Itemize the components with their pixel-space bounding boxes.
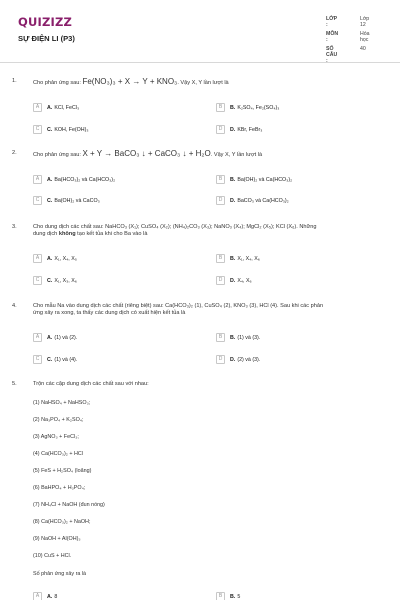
reaction-line-6: (6) BaHPO₄ + H₃PO₄; [33, 485, 86, 491]
option-text: (1) và (4). [54, 356, 78, 363]
option-letter-box: A [33, 592, 42, 600]
option-letter-box: B [216, 333, 225, 342]
option-1a[interactable] [33, 103, 79, 112]
option-1d[interactable] [216, 125, 262, 134]
question-number: 1. [12, 78, 17, 84]
option-1b[interactable] [216, 103, 279, 112]
reaction-line-3: (3) AgNO₃ + FeCl₃; [33, 434, 79, 440]
reaction-line-1: (1) NaHSO₄ + NaHSO₃; [33, 400, 91, 406]
question-number: 5. [12, 381, 17, 387]
meta-count-value: 40 [360, 46, 366, 52]
reaction-line-9: (9) NaOH + Al(OH)₃ [33, 536, 81, 542]
meta-class-label: LỚP : [326, 16, 337, 28]
question-number: 4. [12, 303, 17, 309]
option-letter: A. [47, 176, 53, 183]
option-letter-box: C [33, 276, 42, 285]
question-text-pre: Cho phản ứng sau: [33, 80, 83, 86]
option-letter: D. [230, 197, 236, 204]
option-4a[interactable] [33, 333, 77, 342]
option-text: Ba(HCO₃)₂ và Ca(HCO₃)₂ [54, 176, 116, 183]
option-letter: D. [230, 356, 236, 363]
question-text [33, 224, 383, 239]
meta-count-label: SỐ CÂU : [326, 46, 338, 64]
option-letter: C. [47, 277, 53, 284]
option-letter-box: A [33, 254, 42, 263]
option-3a[interactable] [33, 254, 77, 263]
option-letter-box: D [216, 355, 225, 364]
option-2c[interactable] [33, 196, 100, 205]
question-text-line-2-post: tạo kết tủa khi cho Ba vào là [75, 231, 148, 238]
option-letter-box: C [33, 196, 42, 205]
question-number: 3. [12, 224, 17, 230]
option-letter-box: B [216, 103, 225, 112]
option-3d[interactable] [216, 276, 252, 285]
option-text: BaCO₃ và Ca(HCO₃)₂ [237, 197, 289, 204]
option-letter: B. [230, 255, 236, 262]
question-equation: Fe(NO₃)₃ + X → Y + KNO₃ [82, 77, 178, 86]
option-letter: D. [230, 126, 236, 133]
question-equation: X + Y → BaCO₃ ↓ + CaCO₃ ↓ + H₂O [82, 149, 211, 158]
option-letter: B. [230, 176, 236, 183]
option-text: 5 [237, 593, 241, 600]
reaction-line-8: (8) Ca(HCO₃)₂ + NaOH; [33, 519, 91, 525]
option-2b[interactable] [216, 175, 292, 184]
option-letter-box: D [216, 196, 225, 205]
option-letter: B. [230, 593, 236, 600]
question-number: 2. [12, 150, 17, 156]
option-text: (2) và (3). [237, 356, 261, 363]
option-letter: C. [47, 197, 53, 204]
option-text: X₁, X₄, X₅ [54, 255, 77, 262]
option-text: 8 [54, 593, 58, 600]
question-text-line-1: Cho mẫu Na vào dung dịch các chất (riêng biệt) sau: Ca(HCO₃)₂ (1), CuSO₄ (2), KNO₃ (3), HCl (4). Sau khi các phản [33, 303, 324, 309]
option-text: KOH, Fe(OH)₃ [54, 126, 89, 133]
option-letter-box: B [216, 254, 225, 263]
option-3c[interactable] [33, 276, 77, 285]
option-letter: C. [47, 126, 53, 133]
option-letter-box: D [216, 125, 225, 134]
option-1c[interactable] [33, 125, 89, 134]
question-text-line-1: Cho dung dịch các chất sau: NaHCO₃ (X₁); CuSO₄ (X₂); (NH₄)₂CO₃ (X₃); NaNO₃ (X₄); MgCl₂ (X₅); KCl (X₆). Những [33, 224, 317, 230]
option-letter-box: C [33, 355, 42, 364]
option-2d[interactable] [216, 196, 289, 205]
option-letter-box: A [33, 175, 42, 184]
question-text-post: . Vậy X, Y lần lượt là [177, 80, 229, 86]
option-2a[interactable] [33, 175, 115, 184]
option-text: (1) và (3). [237, 334, 261, 341]
option-5b[interactable] [216, 592, 240, 600]
question-text-line-2: ứng xảy ra xong, ta thấy các dung dịch có xuất hiện kết tủa là [33, 310, 186, 317]
reaction-line-5: (5) FeS + H₂SO₄ (loãng) [33, 468, 92, 474]
option-letter: A. [47, 104, 53, 111]
option-letter: B. [230, 104, 236, 111]
option-letter-box: C [33, 125, 42, 134]
option-letter: A. [47, 255, 53, 262]
option-text: K₂SO₄, Fe₂(SO₄)₃ [237, 104, 280, 111]
question-5-footer: Số phản ứng xảy ra là [33, 571, 87, 577]
reaction-line-4: (4) Ca(HCO₃)₂ + HCl [33, 451, 83, 457]
reaction-line-2: (2) Na₃PO₄ + K₂SO₄; [33, 417, 84, 423]
header-divider [0, 62, 400, 63]
option-4d[interactable] [216, 355, 260, 364]
option-text: X₁, X₄, X₆ [237, 255, 260, 262]
question-text: Trộn các cặp dung dịch các chất sau với nhau: [33, 381, 149, 387]
meta-subject-value: Hóa học [360, 31, 370, 43]
option-letter-box: A [33, 333, 42, 342]
option-text: KCl, FeCl₃ [54, 104, 80, 111]
reaction-line-7: (7) NH₄Cl + NaOH (đun nóng) [33, 502, 105, 508]
quizizz-logo: QUIZIZZ [18, 15, 73, 29]
option-letter-box: B [216, 592, 225, 600]
option-letter-box: D [216, 276, 225, 285]
question-text [33, 303, 383, 318]
option-text: KBr, FeBr₃ [237, 126, 263, 133]
option-letter: C. [47, 356, 53, 363]
meta-class-value: Lớp 12 [360, 16, 370, 28]
option-letter-box: A [33, 103, 42, 112]
reaction-line-10: (10) CuS + HCl. [33, 553, 72, 559]
option-3b[interactable] [216, 254, 260, 263]
option-text: Ba(OH)₂ và CaCO₃ [54, 197, 100, 204]
question-text-line-2-pre: dung dịch [33, 231, 59, 238]
option-letter: B. [230, 334, 236, 341]
question-text-emphasis: không [58, 231, 76, 238]
option-5a[interactable] [33, 592, 57, 600]
option-letter: A. [47, 334, 53, 341]
question-text [33, 150, 383, 159]
meta-subject-label: MÔN : [326, 31, 339, 43]
worksheet-title: SỰ ĐIỆN LI (P3) [18, 34, 75, 43]
option-text: X₁, X₃, X₆ [54, 277, 77, 284]
option-text: Ba(OH)₂ và Ca(HCO₃)₂ [237, 176, 293, 183]
option-text: (1) và (2). [54, 334, 78, 341]
option-4c[interactable] [33, 355, 77, 364]
option-letter: A. [47, 593, 53, 600]
option-letter-box: B [216, 175, 225, 184]
option-text: X₄, X₆ [237, 277, 252, 284]
option-letter: D. [230, 277, 236, 284]
option-4b[interactable] [216, 333, 260, 342]
question-text-post: . Vậy X, Y lần lượt là [210, 152, 263, 158]
question-text [33, 78, 383, 87]
question-text-pre: Cho phản ứng sau: [33, 152, 83, 158]
